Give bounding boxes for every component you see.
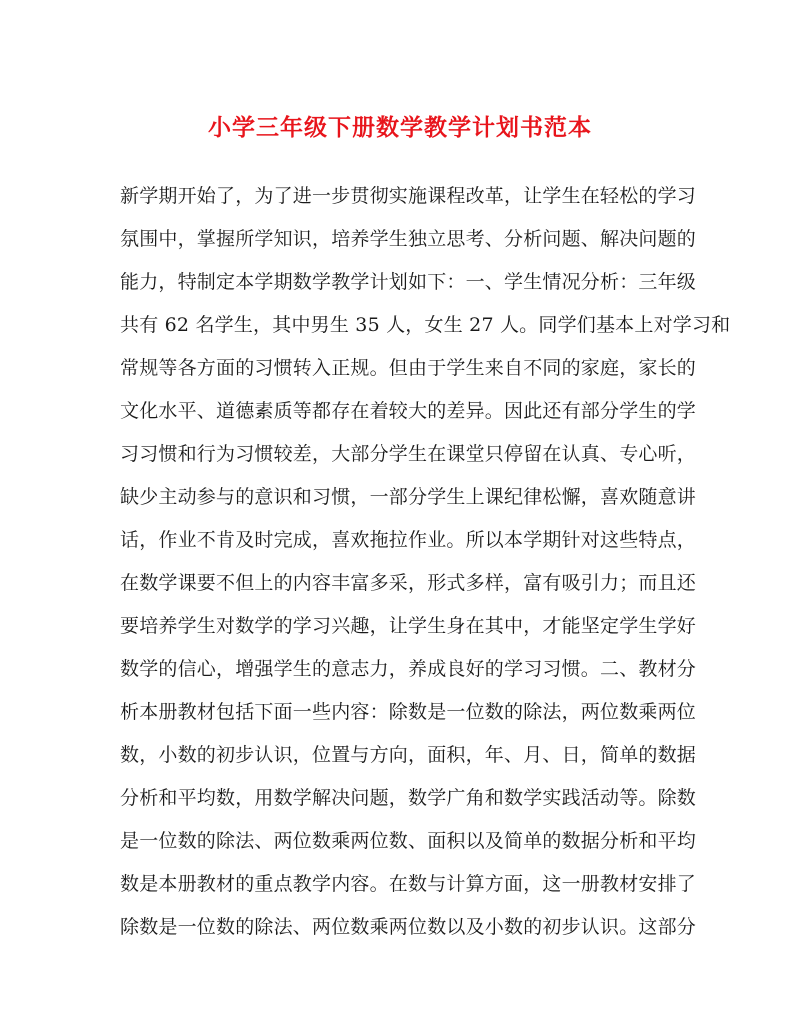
- body-line: 共有 62 名学生，其中男生 35 人，女生 27 人。同学们基本上对学习和: [120, 314, 731, 336]
- body-line: 数，小数的初步认识，位置与方向，面积，年、月、日，简单的数据: [120, 744, 697, 766]
- body-line: 数学的信心，增强学生的意志力，养成良好的学习习惯。二、教材分: [120, 658, 697, 680]
- body-line: 氛围中，掌握所学知识，培养学生独立思考、分析问题、解决问题的: [120, 228, 697, 250]
- document-title: 小学三年级下册数学教学计划书范本: [208, 114, 592, 141]
- body-line: 在数学课要不但上的内容丰富多采，形式多样，富有吸引力；而且还: [120, 572, 697, 594]
- body-line: 文化水平、道德素质等都存在着较大的差异。因此还有部分学生的学: [120, 400, 697, 422]
- body-line: 习习惯和行为习惯较差，大部分学生在课堂只停留在认真、专心听，: [120, 443, 697, 465]
- body-line: 要培养学生对数学的学习兴趣，让学生身在其中，才能坚定学生学好: [120, 615, 697, 637]
- body-line: 是一位数的除法、两位数乘两位数、面积以及简单的数据分析和平均: [120, 830, 697, 852]
- body-line: 除数是一位数的除法、两位数乘两位数以及小数的初步认识。这部分: [120, 916, 697, 938]
- body-line: 常规等各方面的习惯转入正规。但由于学生来自不同的家庭，家长的: [120, 357, 697, 379]
- body-line: 析本册教材包括下面一些内容：除数是一位数的除法，两位数乘两位: [120, 701, 697, 723]
- body-line: 话，作业不肯及时完成，喜欢拖拉作业。所以本学期针对这些特点，: [120, 529, 697, 551]
- body-line: 缺少主动参与的意识和习惯，一部分学生上课纪律松懈，喜欢随意讲: [120, 486, 697, 508]
- body-line: 分析和平均数，用数学解决问题，数学广角和数学实践活动等。除数: [120, 787, 697, 809]
- body-line: 能力，特制定本学期数学教学计划如下：一、学生情况分析：三年级: [120, 271, 697, 293]
- body-line: 新学期开始了，为了进一步贯彻实施课程改革，让学生在轻松的学习: [120, 185, 697, 207]
- body-line: 数是本册教材的重点教学内容。在数与计算方面，这一册教材安排了: [120, 873, 697, 895]
